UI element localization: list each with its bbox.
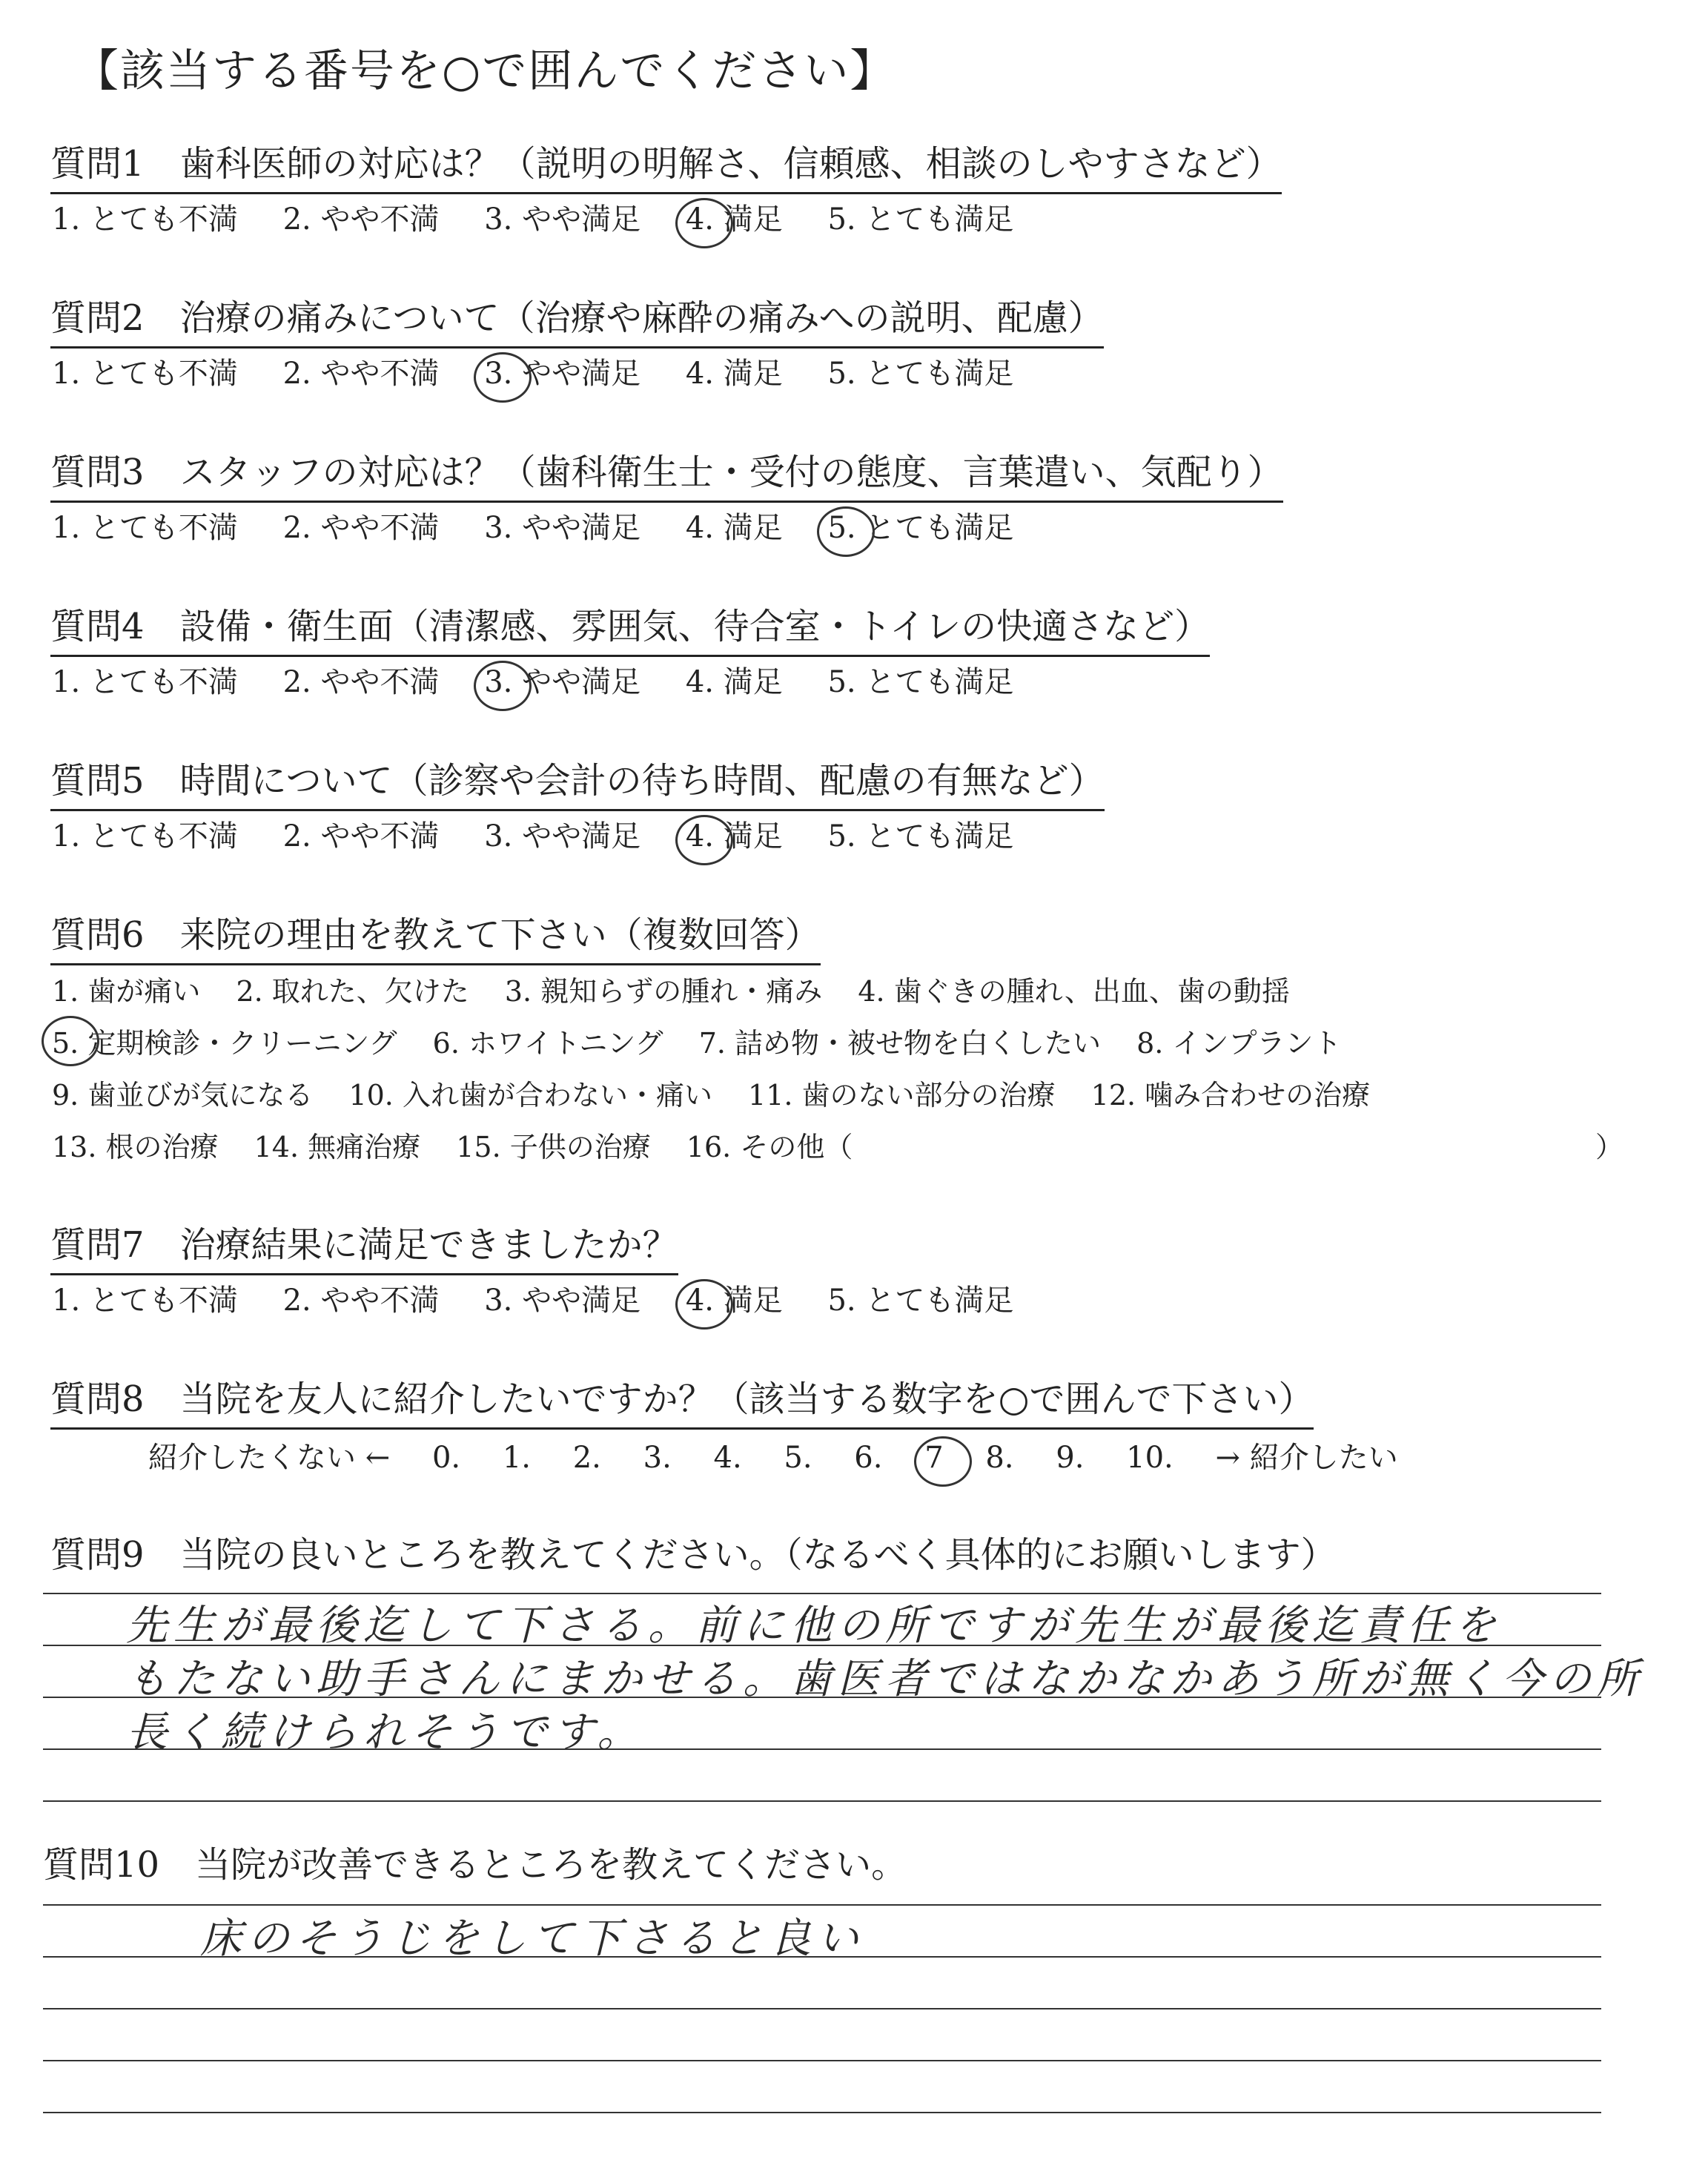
- selected-circle-mark: 4.: [685, 819, 714, 853]
- q8-scale-9[interactable]: 9.: [1056, 1441, 1085, 1475]
- q6-option-1[interactable]: 1. 歯が痛い: [52, 975, 201, 1008]
- q8-scale-3[interactable]: 3.: [643, 1441, 672, 1475]
- q6-row-3: [52, 1072, 1397, 1113]
- q6-option-15[interactable]: 15. 子供の治療: [456, 1131, 651, 1163]
- question-7-heading: [50, 1216, 678, 1275]
- q8-right-label: → 紹介したい: [1215, 1441, 1398, 1475]
- question-3-options: [52, 504, 1049, 546]
- question-6-text: 来院の理由を教えて下さい（複数回答）: [179, 914, 821, 956]
- question-5-options: [52, 813, 1049, 855]
- q7-option-5[interactable]: 5. とても満足: [827, 1284, 1014, 1318]
- q6-option-6[interactable]: 6. ホワイトニング: [432, 1027, 663, 1060]
- q9-answer-line-5: [43, 1800, 1601, 1802]
- q8-left-label: 紹介したくない ←: [148, 1441, 391, 1475]
- q9-handwritten-2: もたない助手さんにまかせる。歯医者ではなかなかあう所が無く今の所: [126, 1655, 1644, 1703]
- q6-other-close-paren: ）: [1595, 1131, 1624, 1163]
- question-4-options: [52, 658, 1049, 701]
- question-9-text: 当院の良いところを教えてください。（なるべく具体的にお願いします）: [179, 1534, 1337, 1576]
- q3-option-3[interactable]: 3. やや満足: [484, 511, 641, 545]
- question-4-label: 質問4: [50, 606, 145, 647]
- q8-scale-10[interactable]: 10.: [1126, 1441, 1174, 1475]
- question-8-heading: [50, 1370, 1314, 1430]
- q10-answer-line-3: [43, 2008, 1601, 2009]
- question-8-text: 当院を友人に紹介したいですか？（該当する数字を○で囲んで下さい）: [179, 1378, 1314, 1420]
- question-3-label: 質問3: [50, 452, 145, 493]
- q6-row-1: [52, 968, 1317, 1009]
- question-5-text: 時間について（診察や会計の待ち時間、配慮の有無など）: [179, 760, 1105, 802]
- q4-option-4[interactable]: 4. 満足: [685, 665, 783, 699]
- q6-option-11[interactable]: 11. 歯のない部分の治療: [748, 1079, 1056, 1112]
- q9-handwritten-1: 先生が最後迄して下さる。前に他の所ですが先生が最後迄責任を: [126, 1602, 1502, 1650]
- question-10-text: 当院が改善できるところを教えてください。: [195, 1844, 907, 1886]
- q1-option-4[interactable]: 4. 満足: [685, 202, 783, 237]
- question-6-label: 質問6: [50, 914, 145, 956]
- question-1-heading: [50, 135, 1282, 194]
- q8-scale-0[interactable]: 0.: [431, 1441, 461, 1475]
- q5-option-3[interactable]: 3. やや満足: [484, 819, 641, 853]
- question-5-label: 質問5: [50, 760, 145, 802]
- question-4-text: 設備・衛生面（清潔感、雰囲気、待合室・トイレの快適さなど）: [179, 606, 1211, 647]
- question-3-text: スタッフの対応は？（歯科衛生士・受付の態度、言葉遣い、気配り）: [179, 452, 1283, 493]
- q6-option-4[interactable]: 4. 歯ぐきの腫れ、出血、歯の動揺: [858, 975, 1290, 1008]
- q6-option-9[interactable]: 9. 歯並びが気になる: [52, 1079, 314, 1112]
- q6-row-4: [52, 1124, 879, 1165]
- q6-option-8[interactable]: 8. インプラント: [1136, 1027, 1342, 1060]
- q7-option-2[interactable]: 2. やや不満: [282, 1284, 440, 1318]
- selected-circle-mark: 4.: [685, 1284, 714, 1318]
- q4-option-2[interactable]: 2. やや不満: [282, 665, 440, 699]
- q6-option-16[interactable]: 16. その他（: [686, 1131, 853, 1163]
- q1-option-1[interactable]: 1. とても不満: [52, 202, 238, 237]
- question-4-heading: [50, 598, 1210, 657]
- q3-option-1[interactable]: 1. とても不満: [52, 511, 238, 545]
- question-9-heading: [50, 1526, 1337, 1577]
- question-7-text: 治療結果に満足できましたか？: [179, 1224, 678, 1266]
- q7-option-1[interactable]: 1. とても不満: [52, 1284, 238, 1318]
- q9-handwritten-3: 長く続けられそうです。: [126, 1708, 645, 1757]
- q5-option-4[interactable]: 4. 満足: [685, 819, 783, 853]
- question-5-heading: [50, 752, 1105, 811]
- q10-handwritten-1: 床のそうじをして下さると良い: [200, 1915, 864, 1963]
- q8-scale-7[interactable]: 7: [924, 1441, 944, 1475]
- q6-option-2[interactable]: 2. 取れた、欠けた: [236, 975, 469, 1008]
- q4-option-5[interactable]: 5. とても満足: [827, 665, 1014, 699]
- question-10-label: 質問10: [43, 1844, 160, 1886]
- q10-answer-line-4: [43, 2060, 1601, 2061]
- question-1-label: 質問1: [50, 143, 145, 185]
- question-2-options: [52, 350, 1049, 392]
- q6-option-12[interactable]: 12. 噛み合わせの治療: [1090, 1079, 1371, 1112]
- q10-answer-line-5: [43, 2112, 1601, 2113]
- q6-option-10[interactable]: 10. 入れ歯が合わない・痛い: [348, 1079, 712, 1112]
- question-7-options: [52, 1277, 1049, 1319]
- q6-option-14[interactable]: 14. 無痛治療: [254, 1131, 421, 1163]
- question-2-label: 質問2: [50, 297, 145, 339]
- q7-option-3[interactable]: 3. やや満足: [484, 1284, 641, 1318]
- q1-option-2[interactable]: 2. やや不満: [282, 202, 440, 237]
- page-title: 【該当する番号を○で囲んでください】: [74, 45, 896, 97]
- q7-option-4[interactable]: 4. 満足: [685, 1284, 783, 1318]
- q8-scale-8[interactable]: 8.: [985, 1441, 1014, 1475]
- question-2-text: 治療の痛みについて（治療や麻酔の痛みへの説明、配慮）: [179, 297, 1104, 339]
- q1-option-5[interactable]: 5. とても満足: [827, 202, 1014, 237]
- question-10-heading: [43, 1836, 907, 1887]
- question-7-label: 質問7: [50, 1224, 145, 1266]
- q6-option-3[interactable]: 3. 親知らずの腫れ・痛み: [504, 975, 823, 1008]
- question-9-label: 質問9: [50, 1534, 145, 1576]
- selected-circle-mark: 4.: [685, 202, 714, 237]
- question-2-heading: [50, 289, 1104, 349]
- q5-option-2[interactable]: 2. やや不満: [282, 819, 440, 853]
- q2-option-2[interactable]: 2. やや不満: [282, 357, 440, 391]
- q8-scale-1[interactable]: 1.: [502, 1441, 532, 1475]
- q5-option-1[interactable]: 1. とても不満: [52, 819, 238, 853]
- question-1-text: 歯科医師の対応は？（説明の明解さ、信頼感、相談のしやすさなど）: [179, 143, 1282, 185]
- selected-circle-mark: 5.: [827, 511, 856, 545]
- q8-scale: [148, 1434, 1431, 1476]
- question-8-label: 質問8: [50, 1378, 145, 1420]
- q4-option-1[interactable]: 1. とても不満: [52, 665, 238, 699]
- q3-option-5[interactable]: 5. とても満足: [827, 511, 1014, 545]
- q8-scale-2[interactable]: 2.: [572, 1441, 601, 1475]
- q1-option-3[interactable]: 3. やや満足: [484, 202, 641, 237]
- question-1-options: [52, 196, 1049, 238]
- q6-option-7[interactable]: 7. 詰め物・被せ物を白くしたい: [698, 1027, 1102, 1060]
- q3-option-2[interactable]: 2. やや不満: [282, 511, 440, 545]
- q6-row-2: [52, 1020, 1368, 1061]
- q3-option-4[interactable]: 4. 満足: [685, 511, 783, 545]
- q2-option-3[interactable]: 3. やや満足: [484, 357, 641, 391]
- q8-scale-4[interactable]: 4.: [713, 1441, 742, 1475]
- q2-option-1[interactable]: 1. とても不満: [52, 357, 238, 391]
- q2-option-4[interactable]: 4. 満足: [685, 357, 783, 391]
- selected-circle-mark: 3.: [484, 665, 513, 699]
- q5-option-5[interactable]: 5. とても満足: [827, 819, 1014, 853]
- q6-option-13[interactable]: 13. 根の治療: [52, 1131, 219, 1163]
- q2-option-5[interactable]: 5. とても満足: [827, 357, 1014, 391]
- question-6-heading: [50, 906, 821, 965]
- q6-option-5[interactable]: 5. 定期検診・クリーニング: [52, 1020, 397, 1061]
- question-3-heading: [50, 443, 1283, 503]
- q8-scale-6[interactable]: 6.: [854, 1441, 883, 1475]
- selected-circle-mark: 3.: [484, 357, 513, 391]
- q8-scale-5[interactable]: 5.: [784, 1441, 812, 1475]
- q4-option-3[interactable]: 3. やや満足: [484, 665, 641, 699]
